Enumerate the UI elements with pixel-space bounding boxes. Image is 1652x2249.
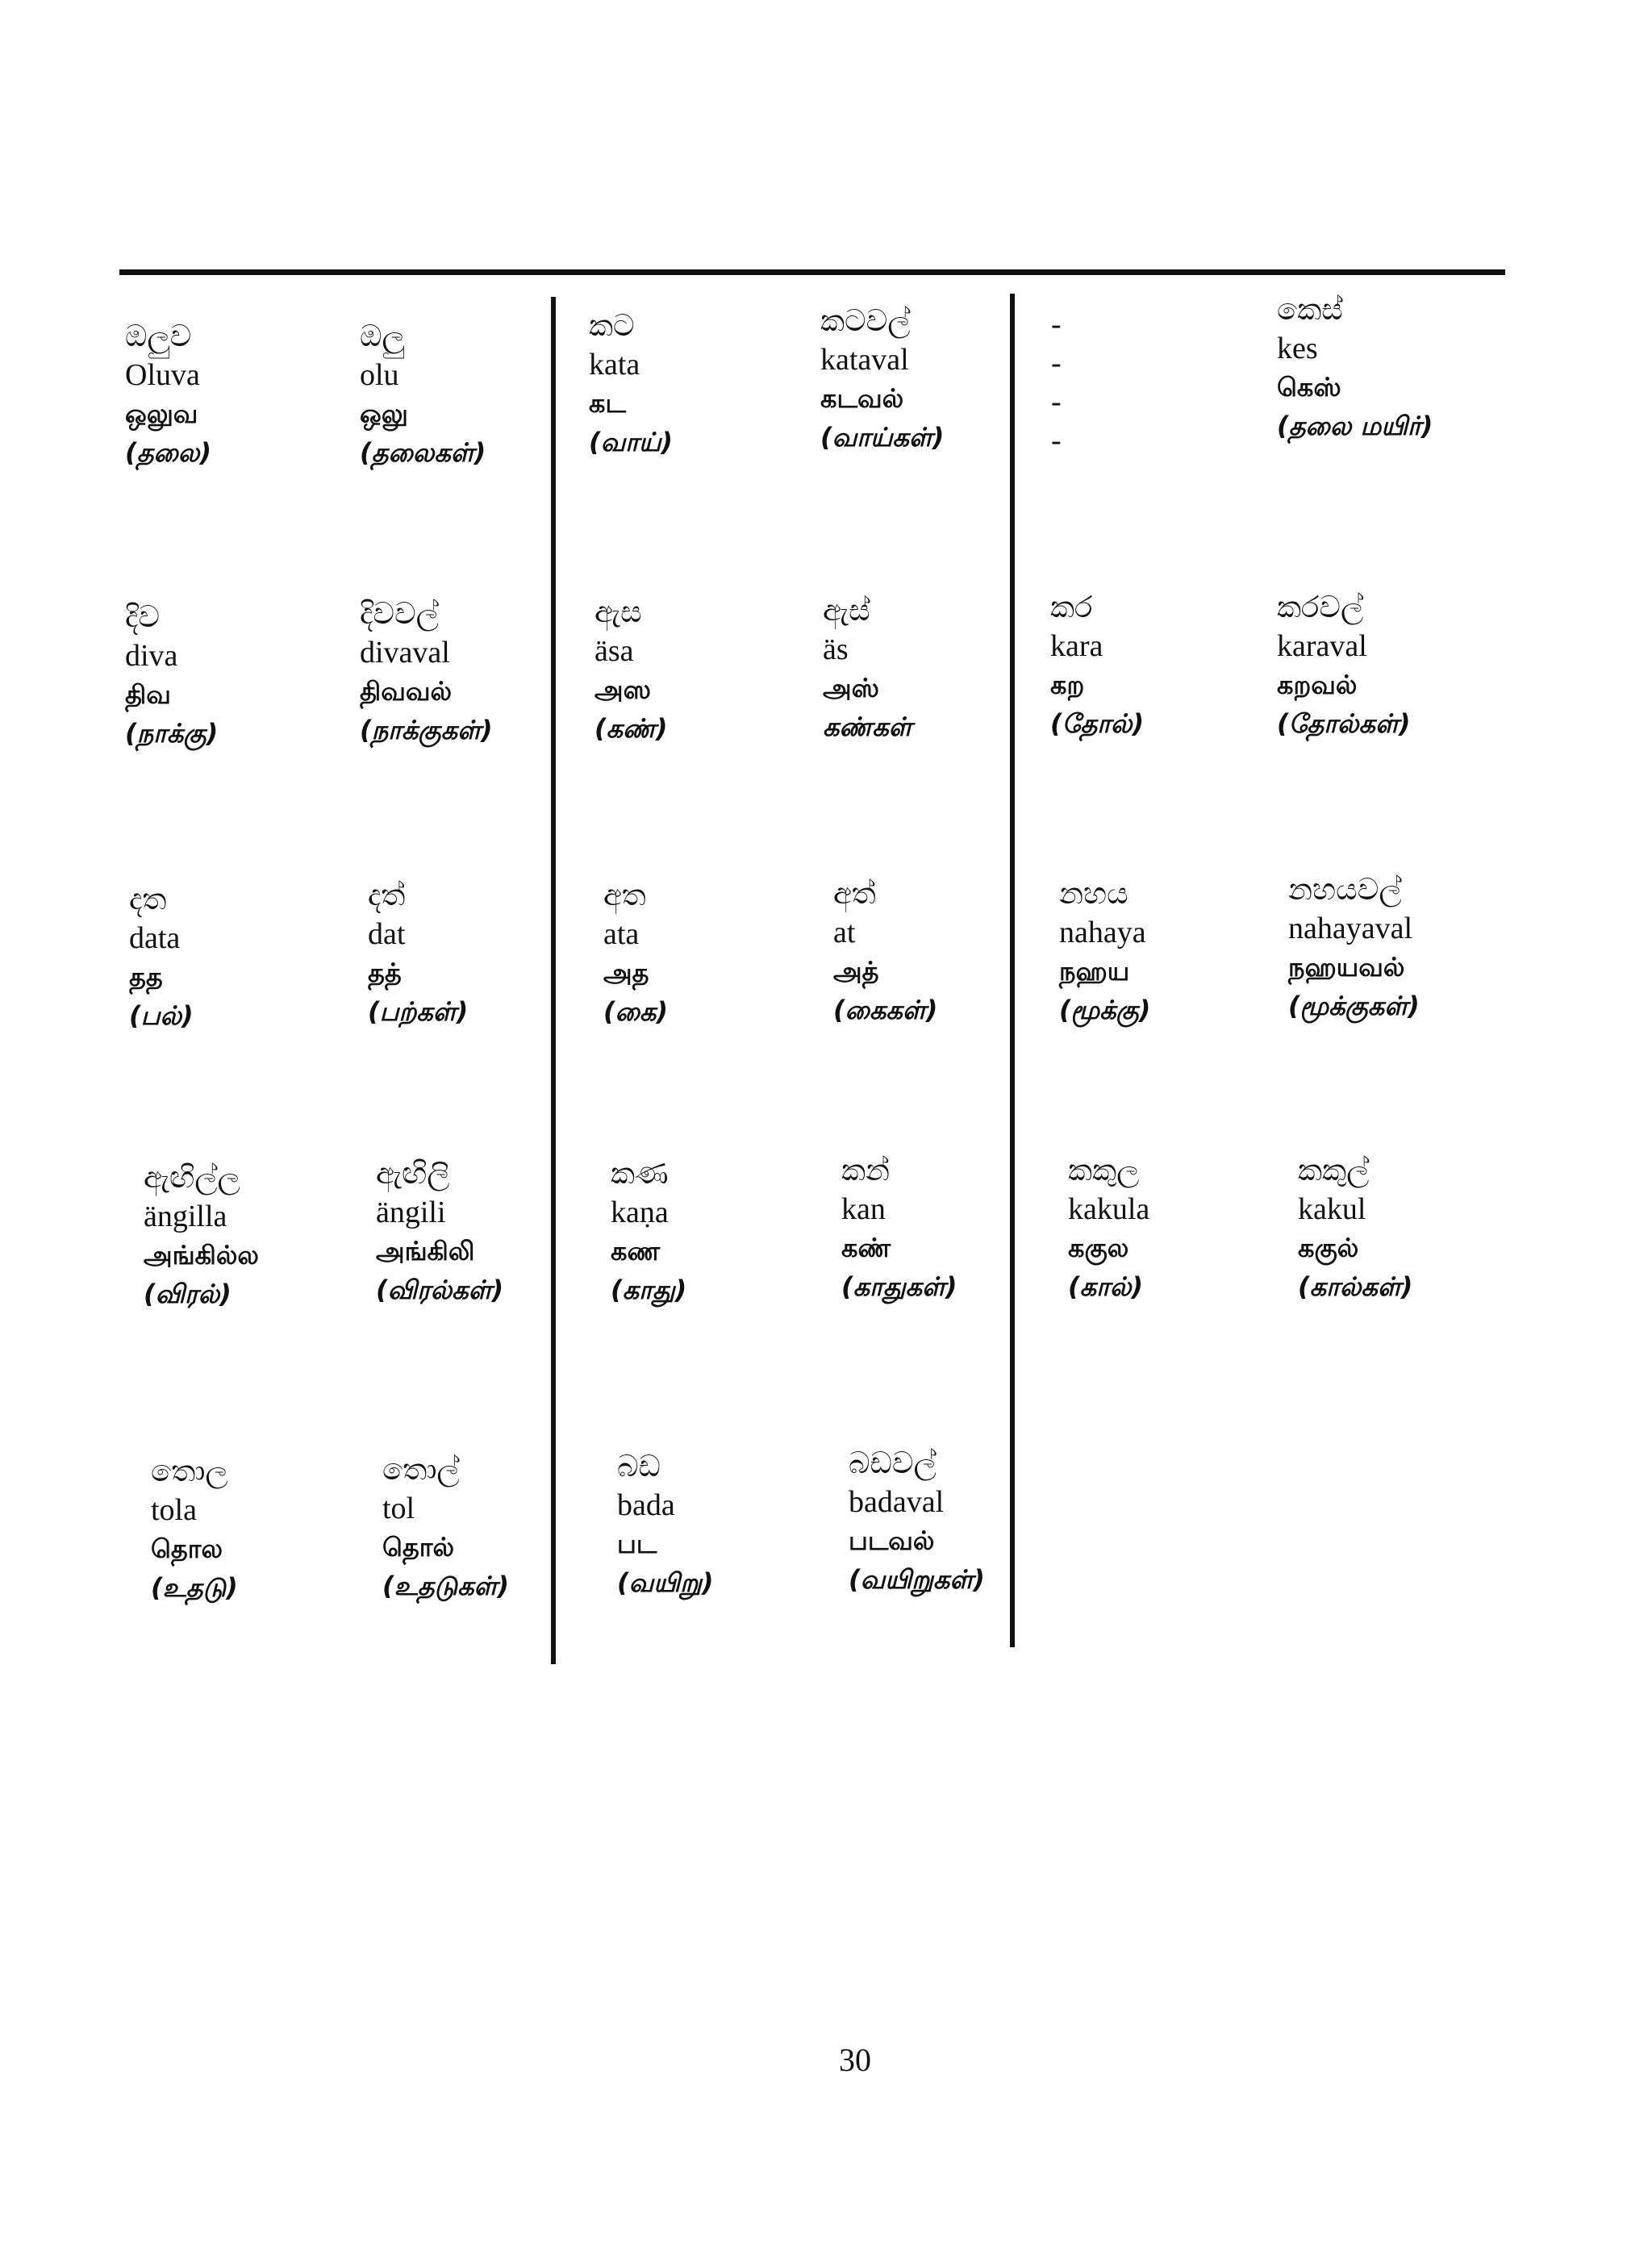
word-entry-karaval [1277,588,1511,743]
tamil-transliteration: ஒலு [360,398,408,429]
tamil-transliteration: கறவல் [1277,670,1358,700]
word-entry-diva [125,598,359,753]
word-entry-bada [617,1447,851,1602]
sinhala-word: ඔලු [360,319,405,353]
sinhala-word: කට [589,308,635,343]
romanized-word: Oluva [125,358,200,392]
dash: - [1051,307,1062,341]
tamil-transliteration: கற [1050,670,1085,700]
word-entry-tola [151,1452,385,1607]
sinhala-word: තොල [151,1454,228,1488]
sinhala-word: නහය [1059,876,1128,911]
tamil-gloss: (காது) [611,1275,687,1305]
tamil-transliteration: ககுல [1068,1233,1129,1263]
romanized-word: divaval [360,636,450,670]
tamil-transliteration: ககுல் [1298,1233,1359,1263]
tamil-gloss: (மூக்குகள்) [1288,991,1420,1021]
word-entry-asa [594,593,828,748]
tamil-gloss: (வயிறுகள்) [849,1564,985,1595]
tamil-transliteration: கண் [841,1233,891,1263]
romanized-word: nahayaval [1288,912,1413,945]
sinhala-word: අත [603,878,646,912]
word-entry-dat [368,876,602,1031]
tamil-transliteration: ஒலுவ [125,398,198,429]
romanized-word: kes [1277,332,1318,365]
tamil-transliteration: தத [129,962,163,992]
tamil-gloss: (உதடுகள்) [382,1571,510,1601]
tamil-gloss: (வாய்) [589,427,674,457]
romanized-word: kataval [820,343,909,377]
tamil-gloss: (கண்) [594,713,668,744]
romanized-word: nahaya [1059,916,1146,949]
romanized-word: äs [823,632,849,666]
tamil-gloss: (தலை மயிர்) [1277,411,1433,441]
sinhala-word: කකුල [1068,1153,1140,1187]
romanized-word: kan [841,1192,886,1226]
word-entry-kakul [1298,1151,1532,1306]
word-entry-angilla [144,1158,378,1313]
tamil-gloss: (காதுகள்) [841,1271,957,1302]
tamil-transliteration: தத் [368,958,402,988]
word-entry-oluva [125,317,359,472]
sinhala-word: ඇඟිලි [376,1156,450,1191]
word-entry-kana [611,1154,845,1309]
tamil-gloss: (விரல்கள்) [376,1275,504,1305]
tamil-gloss: (தலை) [125,437,211,468]
tamil-gloss: கண்கள் [823,711,912,742]
word-entry-kan [841,1151,1075,1306]
romanized-word: kata [589,348,640,382]
tamil-transliteration: தொல [151,1533,223,1564]
tamil-transliteration: கட [589,388,626,419]
word-entry-angili [376,1154,610,1309]
tamil-gloss: (தோல்கள்) [1277,708,1411,739]
tamil-gloss: (நாக்குகள்) [360,715,493,745]
romanized-word: tol [382,1492,415,1525]
sinhala-word: ඇස [594,595,642,629]
romanized-word: kara [1050,629,1103,663]
romanized-word: ängili [376,1195,446,1229]
sinhala-word: දිව [125,599,161,634]
sinhala-word: කටවල් [820,303,911,338]
sinhala-word: දත [129,882,167,916]
tamil-transliteration: கெஸ் [1277,372,1341,403]
dash: - [1051,424,1062,457]
tamil-gloss: (பல்) [129,1000,194,1031]
sinhala-word: නහයවල් [1288,872,1402,907]
romanized-word: diva [125,639,178,673]
sinhala-word: කරවල් [1277,590,1364,624]
dash: - [1051,385,1062,419]
tamil-gloss: (பற்கள்) [368,996,469,1027]
word-entry-kara [1050,588,1284,743]
tamil-gloss: (வாய்கள்) [820,422,945,453]
word-entry-at [833,874,1067,1029]
tamil-gloss: (கைகள்) [833,995,938,1025]
tamil-gloss: (மூக்கு) [1059,995,1151,1025]
word-entry-divaval [360,595,594,749]
sinhala-word: කකුල් [1298,1153,1370,1187]
tamil-transliteration: அத [603,958,649,988]
tamil-transliteration: அத் [833,956,879,987]
tamil-gloss: (உதடு) [151,1572,238,1603]
tamil-transliteration: திவவல் [360,676,453,707]
sinhala-word: දිවවල් [360,596,439,631]
tamil-transliteration: கடவல் [820,383,904,414]
page-number: 30 [839,2042,871,2078]
word-entry-kes [1277,290,1511,445]
romanized-word: kakul [1298,1192,1366,1226]
word-entry-kakula [1068,1151,1302,1306]
sinhala-word: තොල් [382,1452,460,1487]
empty-entry-dashes [1051,305,1062,460]
word-entry-as [823,591,1057,746]
romanized-word: karaval [1277,629,1367,663]
word-entry-olu [360,317,594,472]
tamil-transliteration: அஸ் [823,673,879,703]
tamil-transliteration: அஸ [594,674,651,705]
romanized-word: olu [360,358,399,392]
romanized-word: badaval [849,1485,945,1519]
romanized-word: dat [368,917,406,951]
romanized-word: data [129,921,181,955]
romanized-word: tola [151,1493,197,1527]
sinhala-word: කණ [611,1156,669,1191]
tamil-gloss: (கால்கள்) [1298,1271,1413,1302]
tamil-gloss: (விரல்) [144,1279,232,1309]
tamil-transliteration: கண [611,1236,661,1266]
sinhala-word: කෙස් [1277,292,1343,327]
word-entry-data [129,880,363,1035]
romanized-word: at [833,916,856,949]
sinhala-word: කර [1050,590,1093,624]
sinhala-word: බඩ [617,1449,661,1483]
romanized-word: bada [617,1488,675,1522]
word-entry-kataval [820,302,1054,457]
romanized-word: ängilla [144,1200,227,1233]
romanized-word: kaṇa [611,1195,669,1229]
word-entry-nahayaval [1288,870,1522,1025]
tamil-transliteration: படவல் [849,1525,935,1556]
tamil-gloss: (தலைகள்) [360,437,486,468]
dash: - [1051,346,1062,380]
tamil-transliteration: திவ [125,679,171,710]
top-rule [119,269,1505,275]
sinhala-word: ඇස් [823,593,870,628]
word-entry-nahaya [1059,874,1293,1029]
tamil-transliteration: நஹயவல் [1288,952,1405,983]
word-entry-ata [603,876,837,1031]
word-entry-kata [589,307,823,461]
tamil-transliteration: தொல் [382,1532,455,1563]
tamil-gloss: (நாக்கு) [125,718,219,749]
sinhala-word: දත් [368,878,406,912]
romanized-word: äsa [594,634,634,668]
tamil-transliteration: அங்கிலி [376,1236,475,1266]
sinhala-word: අත් [833,876,876,911]
tamil-gloss: (கை) [603,996,668,1027]
romanized-word: kakula [1068,1192,1150,1226]
word-entry-tol [382,1450,616,1605]
tamil-gloss: (வயிறு) [617,1567,714,1598]
tamil-transliteration: அங்கில்ல [144,1240,259,1271]
tamil-transliteration: பட [617,1529,657,1559]
tamil-gloss: (கால்) [1068,1271,1143,1302]
romanized-word: ata [603,917,640,951]
word-entry-badaval [849,1444,1083,1599]
sinhala-word: බඩවල් [849,1446,937,1480]
sinhala-word: කන් [841,1153,891,1187]
sinhala-word: ඔලුව [125,319,192,353]
tamil-transliteration: நஹய [1059,956,1130,987]
sinhala-word: ඇඟිල්ල [144,1160,240,1195]
tamil-gloss: (தோல்) [1050,708,1145,739]
